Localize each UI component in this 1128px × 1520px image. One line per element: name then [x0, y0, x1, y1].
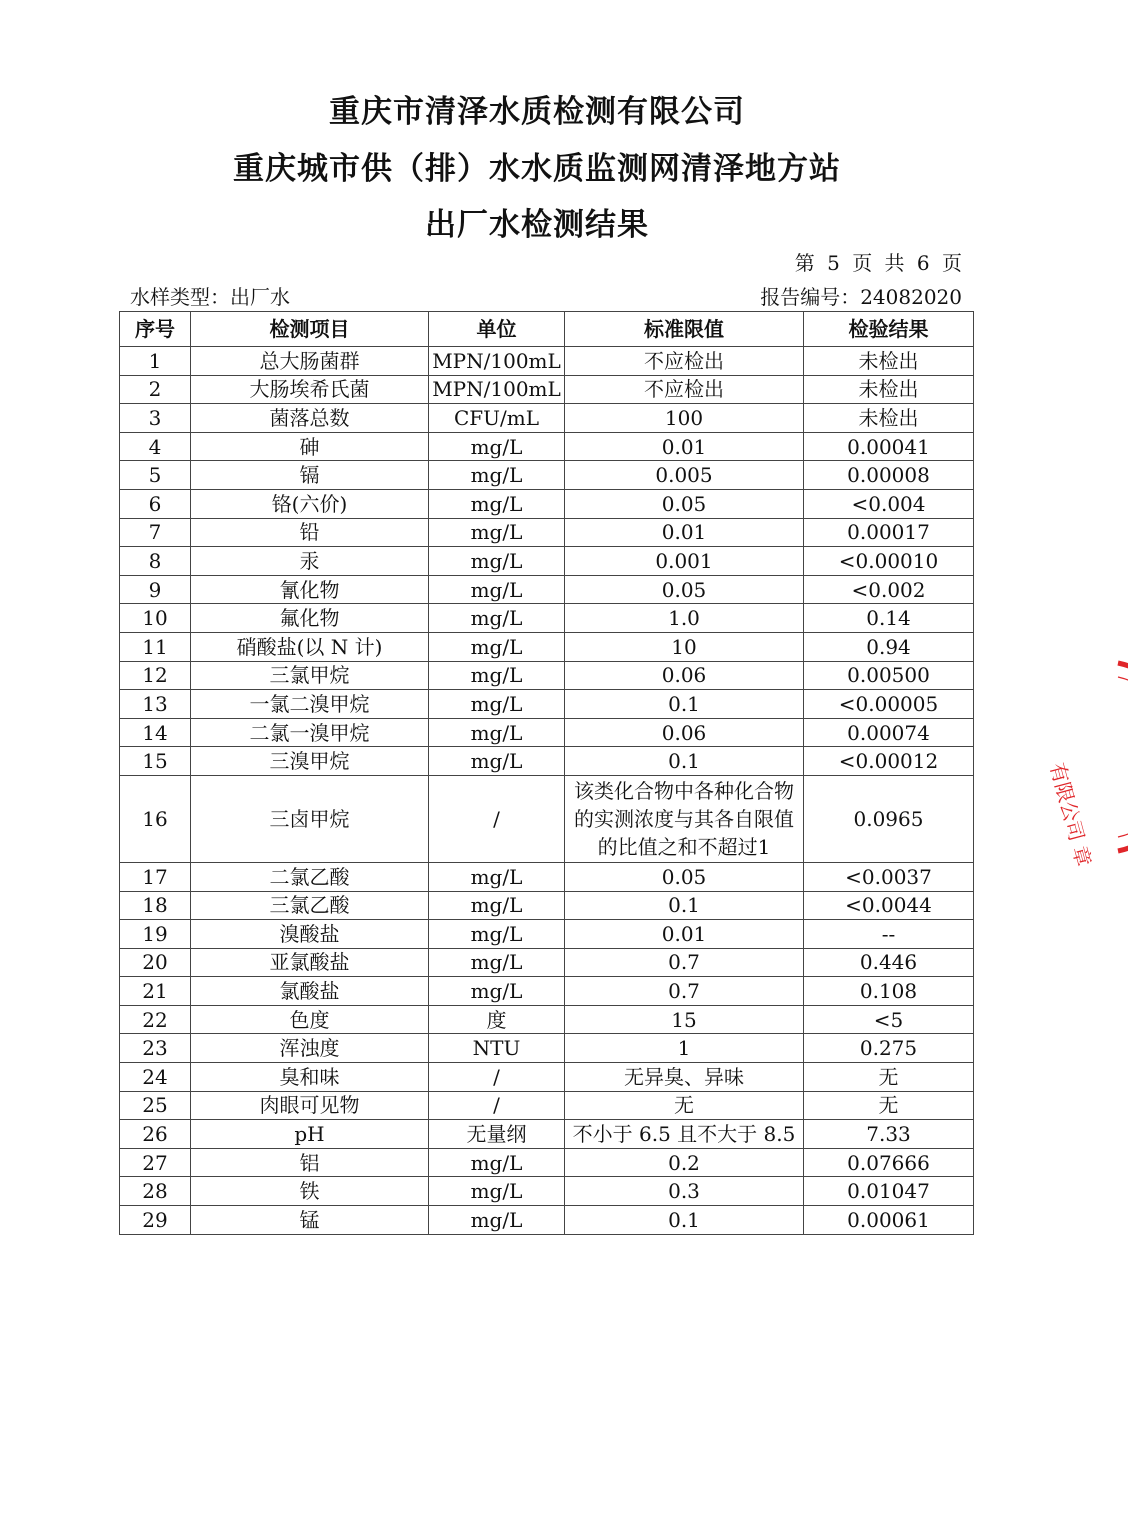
cell-result: <0.0044: [804, 891, 974, 920]
cell-limit: 1: [565, 1034, 804, 1063]
cell-unit: mg/L: [429, 604, 565, 633]
cell-unit: mg/L: [429, 547, 565, 576]
cell-unit: mg/L: [429, 977, 565, 1006]
cell-result: 0.0965: [804, 775, 974, 862]
page-number: 第 5 页 共 6 页: [794, 251, 962, 275]
cell-index: 11: [120, 632, 191, 661]
cell-result: 0.00041: [804, 432, 974, 461]
cell-limit: 10: [565, 632, 804, 661]
cell-limit: 15: [565, 1005, 804, 1034]
cell-item: 氯酸盐: [191, 977, 429, 1006]
cell-index: 23: [120, 1034, 191, 1063]
cell-unit: mg/L: [429, 1177, 565, 1206]
cell-index: 3: [120, 404, 191, 433]
table-row: [120, 661, 974, 690]
cell-item: 浑浊度: [191, 1034, 429, 1063]
table-row: [120, 432, 974, 461]
cell-result: <0.0037: [804, 862, 974, 891]
seal-inner-ring: [1118, 677, 1128, 837]
table-row: [120, 1063, 974, 1092]
cell-unit: mg/L: [429, 632, 565, 661]
cell-index: 13: [120, 690, 191, 719]
cell-unit: NTU: [429, 1034, 565, 1063]
cell-result: 0.108: [804, 977, 974, 1006]
table-row: [120, 375, 974, 404]
table-row: [120, 747, 974, 776]
table-row: [120, 1034, 974, 1063]
document-title: 出厂水检测结果: [425, 207, 649, 243]
cell-item: 大肠埃希氏菌: [191, 375, 429, 404]
cell-item: 一氯二溴甲烷: [191, 690, 429, 719]
table-row: [120, 489, 974, 518]
table-row: [120, 1177, 974, 1206]
cell-index: 22: [120, 1005, 191, 1034]
cell-unit: mg/L: [429, 489, 565, 518]
cell-limit: 0.1: [565, 891, 804, 920]
cell-result: 0.00017: [804, 518, 974, 547]
table-row: [120, 977, 974, 1006]
cell-item: 铝: [191, 1148, 429, 1177]
table-row: [120, 775, 974, 862]
cell-limit: 无: [565, 1091, 804, 1120]
report-number: 报告编号：24082020: [760, 285, 962, 309]
cell-result: 未检出: [804, 375, 974, 404]
header-result: 检验结果: [804, 312, 974, 347]
header-limit: 标准限值: [565, 312, 804, 347]
cell-unit: mg/L: [429, 518, 565, 547]
cell-result: 0.00008: [804, 461, 974, 490]
cell-item: 氟化物: [191, 604, 429, 633]
cell-unit: MPN/100mL: [429, 375, 565, 404]
cell-limit: 不小于 6.5 且不大于 8.5: [565, 1120, 804, 1149]
cell-item: 溴酸盐: [191, 920, 429, 949]
cell-result: 0.14: [804, 604, 974, 633]
cell-index: 26: [120, 1120, 191, 1149]
cell-index: 2: [120, 375, 191, 404]
cell-limit: 0.7: [565, 977, 804, 1006]
cell-limit: 0.001: [565, 547, 804, 576]
cell-limit: 不应检出: [565, 347, 804, 376]
table-row: [120, 1148, 974, 1177]
cell-unit: mg/L: [429, 747, 565, 776]
cell-limit: 0.05: [565, 489, 804, 518]
cell-result: 无: [804, 1091, 974, 1120]
cell-index: 24: [120, 1063, 191, 1092]
table-row: [120, 404, 974, 433]
cell-unit: MPN/100mL: [429, 347, 565, 376]
company-seal: [1018, 655, 1128, 870]
cell-result: 未检出: [804, 347, 974, 376]
table-row: [120, 690, 974, 719]
cell-item: 色度: [191, 1005, 429, 1034]
table-row: [120, 347, 974, 376]
cell-limit: 0.1: [565, 690, 804, 719]
cell-result: 无: [804, 1063, 974, 1092]
cell-result: <5: [804, 1005, 974, 1034]
cell-item: 亚氯酸盐: [191, 948, 429, 977]
cell-index: 27: [120, 1148, 191, 1177]
cell-result: 0.01047: [804, 1177, 974, 1206]
cell-index: 10: [120, 604, 191, 633]
cell-result: 0.446: [804, 948, 974, 977]
cell-item: 氰化物: [191, 575, 429, 604]
cell-limit: 0.01: [565, 920, 804, 949]
table-row: [120, 461, 974, 490]
cell-index: 25: [120, 1091, 191, 1120]
cell-result: 0.00500: [804, 661, 974, 690]
cell-index: 4: [120, 432, 191, 461]
cell-limit: 0.06: [565, 661, 804, 690]
cell-index: 9: [120, 575, 191, 604]
cell-limit: 不应检出: [565, 375, 804, 404]
cell-result: 0.94: [804, 632, 974, 661]
table-row: [120, 948, 974, 977]
cell-limit: 0.01: [565, 518, 804, 547]
cell-index: 12: [120, 661, 191, 690]
cell-item: 肉眼可见物: [191, 1091, 429, 1120]
results-table: [119, 311, 974, 1235]
cell-result: 0.00061: [804, 1206, 974, 1235]
station-title: 重庆城市供（排）水水质监测网清泽地方站: [233, 151, 841, 187]
cell-unit: mg/L: [429, 718, 565, 747]
cell-unit: mg/L: [429, 575, 565, 604]
cell-unit: mg/L: [429, 891, 565, 920]
cell-index: 1: [120, 347, 191, 376]
cell-item: 二氯一溴甲烷: [191, 718, 429, 747]
cell-unit: mg/L: [429, 432, 565, 461]
cell-limit: 1.0: [565, 604, 804, 633]
cell-unit: mg/L: [429, 862, 565, 891]
table-row: [120, 1005, 974, 1034]
table-row: [120, 718, 974, 747]
cell-item: 砷: [191, 432, 429, 461]
table-row: [120, 518, 974, 547]
table-body: [120, 347, 974, 1235]
cell-unit: mg/L: [429, 661, 565, 690]
cell-result: <0.00005: [804, 690, 974, 719]
cell-unit: mg/L: [429, 1148, 565, 1177]
table-row: [120, 1120, 974, 1149]
cell-index: 8: [120, 547, 191, 576]
table-row: [120, 891, 974, 920]
cell-limit: 0.7: [565, 948, 804, 977]
table-row: [120, 604, 974, 633]
table-row: [120, 632, 974, 661]
cell-limit: 0.005: [565, 461, 804, 490]
cell-item: 三氯乙酸: [191, 891, 429, 920]
seal-ring: [1118, 663, 1128, 851]
cell-index: 6: [120, 489, 191, 518]
cell-item: 菌落总数: [191, 404, 429, 433]
cell-result: 0.00074: [804, 718, 974, 747]
cell-limit: 0.05: [565, 575, 804, 604]
cell-index: 29: [120, 1206, 191, 1235]
cell-item: 三溴甲烷: [191, 747, 429, 776]
cell-limit: 0.2: [565, 1148, 804, 1177]
cell-unit: mg/L: [429, 461, 565, 490]
cell-index: 18: [120, 891, 191, 920]
cell-result: 0.07666: [804, 1148, 974, 1177]
cell-item: 臭和味: [191, 1063, 429, 1092]
cell-result: 未检出: [804, 404, 974, 433]
seal-text: 有限公司 章: [1045, 760, 1096, 870]
cell-result: 0.275: [804, 1034, 974, 1063]
cell-unit: 度: [429, 1005, 565, 1034]
cell-item: 三卤甲烷: [191, 775, 429, 862]
table-row: [120, 920, 974, 949]
cell-unit: mg/L: [429, 690, 565, 719]
cell-limit: 0.1: [565, 747, 804, 776]
table-row: [120, 1091, 974, 1120]
cell-unit: /: [429, 775, 565, 862]
cell-unit: mg/L: [429, 920, 565, 949]
cell-unit: mg/L: [429, 1206, 565, 1235]
cell-index: 19: [120, 920, 191, 949]
table-row: [120, 862, 974, 891]
cell-result: <0.002: [804, 575, 974, 604]
cell-result: <0.00012: [804, 747, 974, 776]
cell-limit: 0.1: [565, 1206, 804, 1235]
header-unit: 单位: [429, 312, 565, 347]
cell-item: 铁: [191, 1177, 429, 1206]
cell-index: 16: [120, 775, 191, 862]
company-title: 重庆市清泽水质检测有限公司: [329, 94, 745, 130]
cell-unit: CFU/mL: [429, 404, 565, 433]
cell-item: 汞: [191, 547, 429, 576]
cell-index: 5: [120, 461, 191, 490]
cell-unit: 无量纲: [429, 1120, 565, 1149]
cell-unit: /: [429, 1091, 565, 1120]
cell-index: 20: [120, 948, 191, 977]
cell-index: 15: [120, 747, 191, 776]
cell-item: 铅: [191, 518, 429, 547]
cell-item: 总大肠菌群: [191, 347, 429, 376]
cell-limit: 0.05: [565, 862, 804, 891]
cell-item: 锰: [191, 1206, 429, 1235]
cell-unit: /: [429, 1063, 565, 1092]
cell-limit: 无异臭、异味: [565, 1063, 804, 1092]
cell-item: 硝酸盐(以 N 计): [191, 632, 429, 661]
header-item: 检测项目: [191, 312, 429, 347]
cell-item: 二氯乙酸: [191, 862, 429, 891]
table-row: [120, 575, 974, 604]
cell-item: 铬(六价): [191, 489, 429, 518]
cell-index: 7: [120, 518, 191, 547]
cell-result: 7.33: [804, 1120, 974, 1149]
cell-item: pH: [191, 1120, 429, 1149]
cell-unit: mg/L: [429, 948, 565, 977]
cell-result: --: [804, 920, 974, 949]
cell-limit: 该类化合物中各种化合物的实测浓度与其各自限值的比值之和不超过1: [565, 775, 804, 862]
cell-result: <0.004: [804, 489, 974, 518]
cell-result: <0.00010: [804, 547, 974, 576]
cell-limit: 0.01: [565, 432, 804, 461]
cell-item: 镉: [191, 461, 429, 490]
cell-limit: 0.3: [565, 1177, 804, 1206]
cell-index: 14: [120, 718, 191, 747]
cell-item: 三氯甲烷: [191, 661, 429, 690]
cell-limit: 100: [565, 404, 804, 433]
cell-limit: 0.06: [565, 718, 804, 747]
cell-index: 28: [120, 1177, 191, 1206]
cell-index: 17: [120, 862, 191, 891]
cell-index: 21: [120, 977, 191, 1006]
header-index: 序号: [120, 312, 191, 347]
table-row: [120, 547, 974, 576]
sample-type: 水样类型：出厂水: [130, 285, 290, 309]
table-header-row: [120, 312, 974, 347]
table-row: [120, 1206, 974, 1235]
